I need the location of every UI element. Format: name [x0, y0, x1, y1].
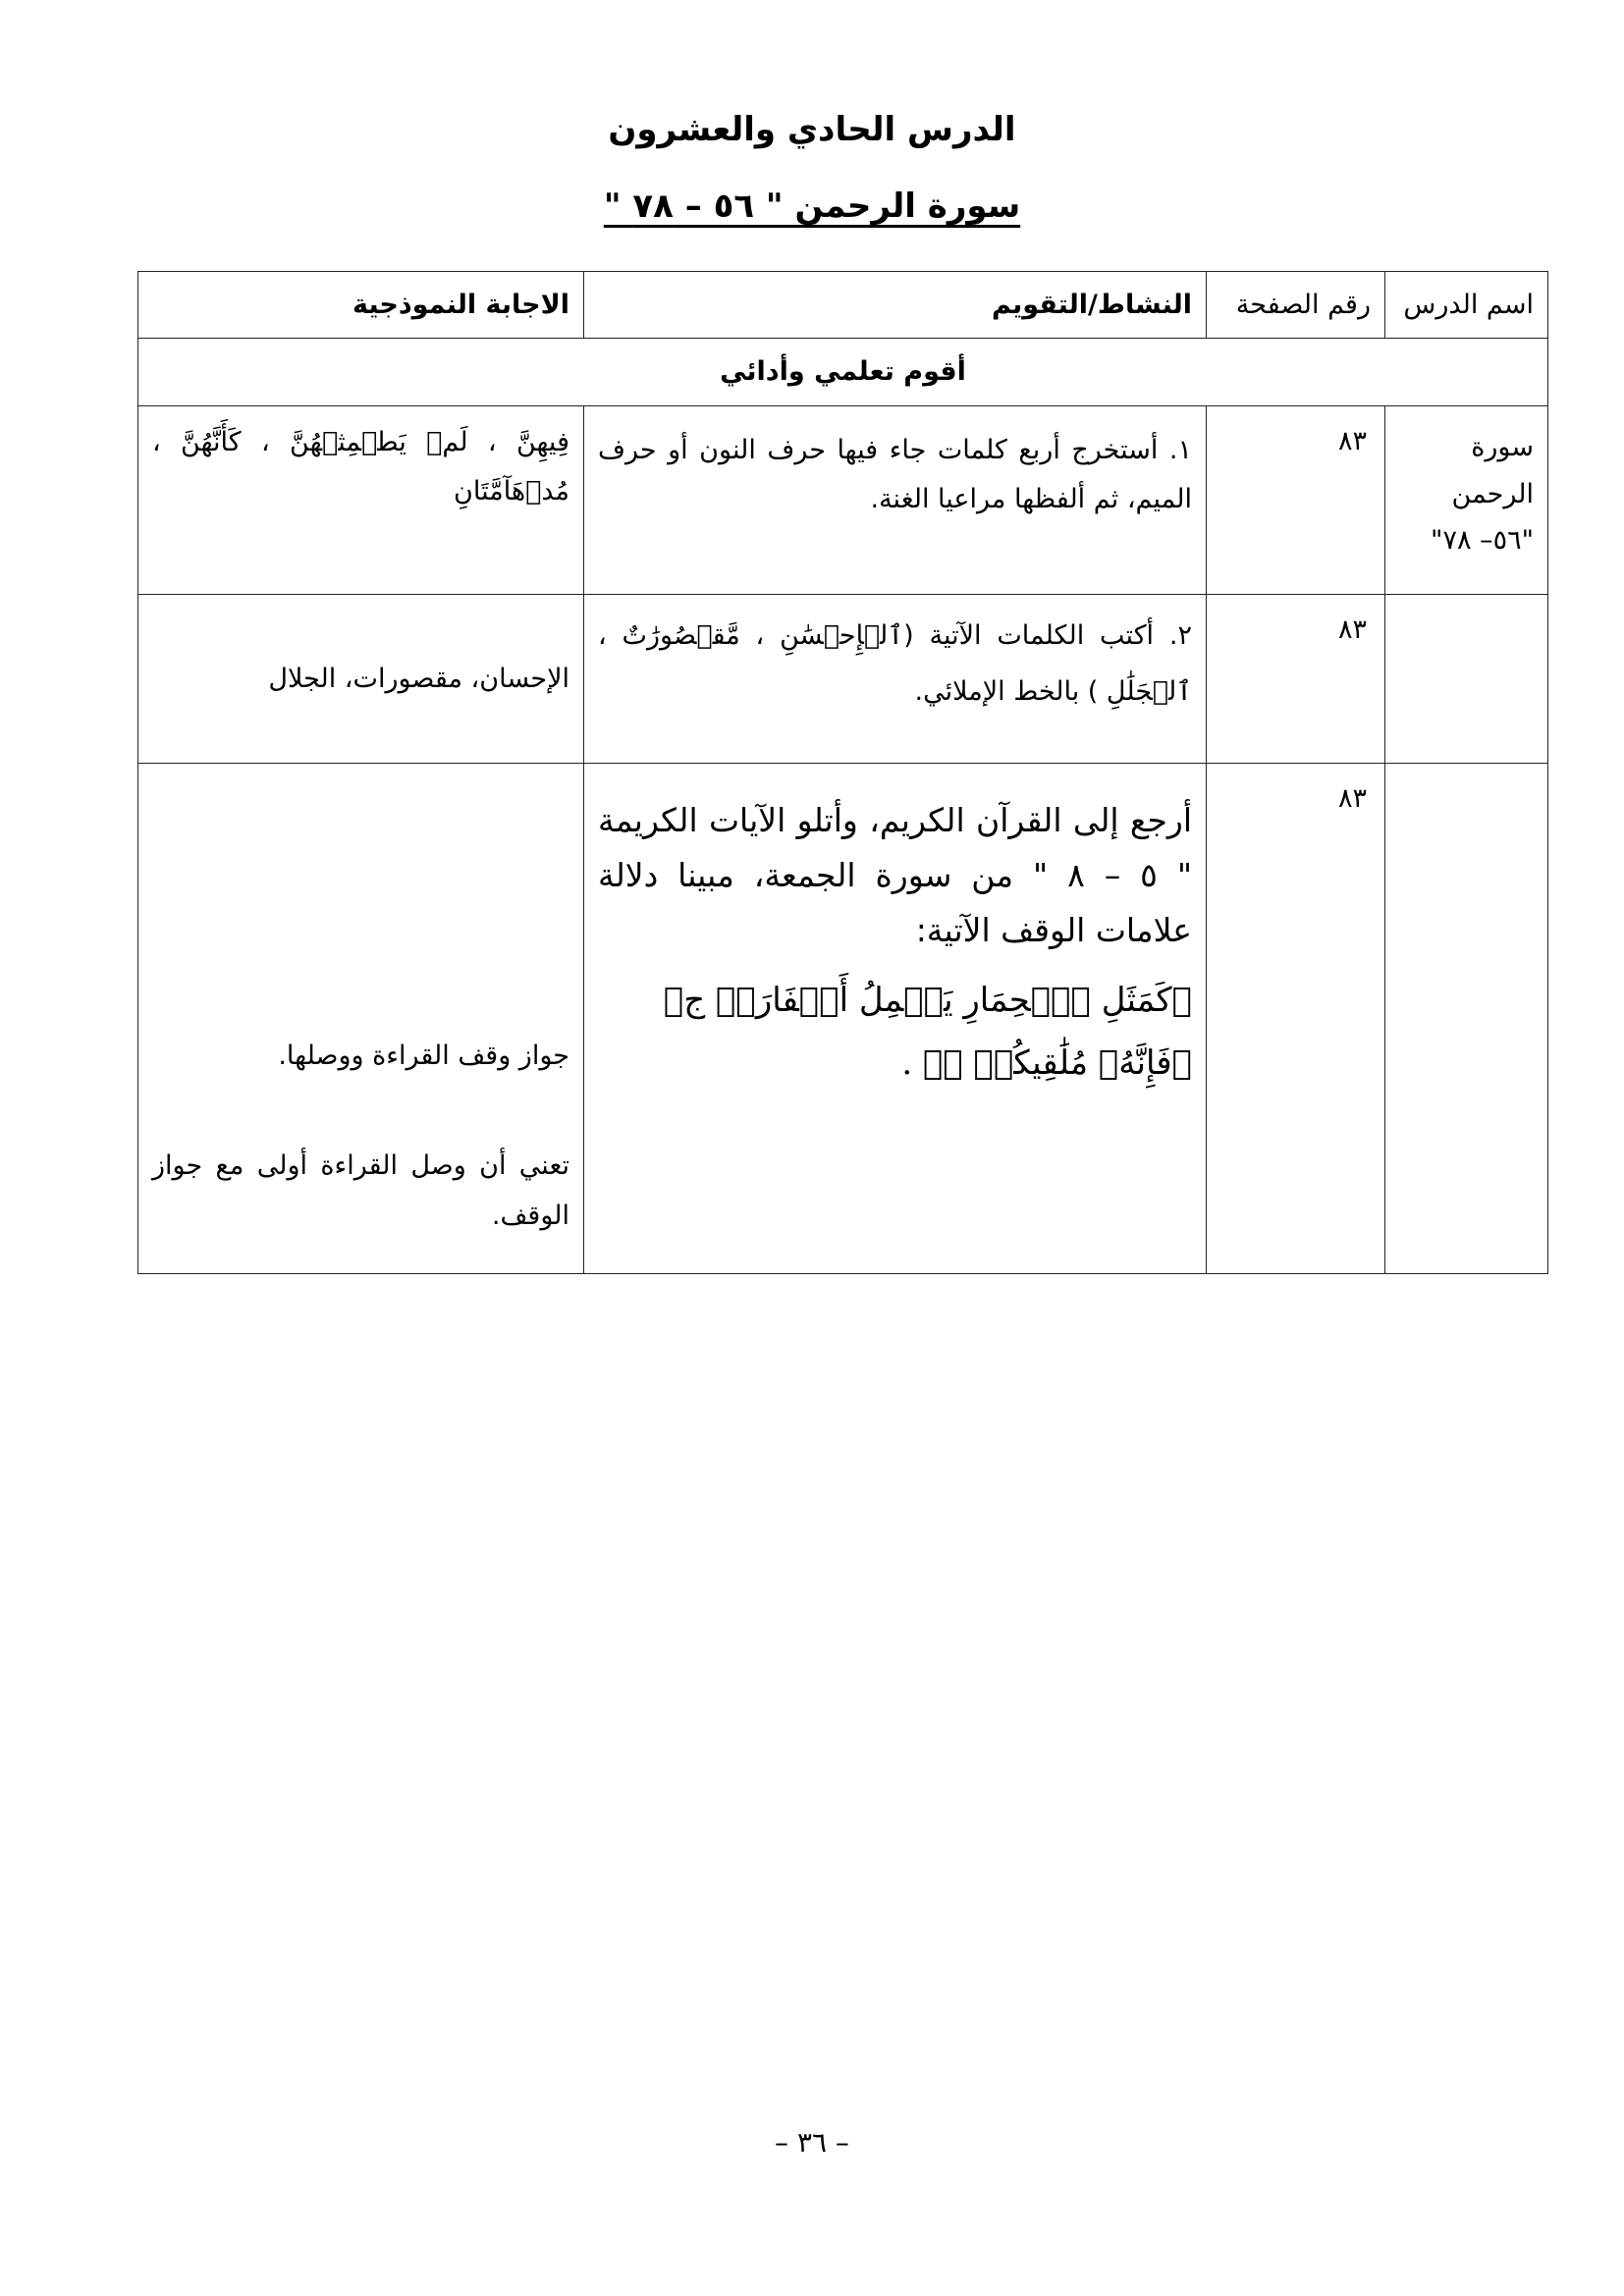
lesson-subtitle: سورة الرحمن " ٥٦ – ٧٨ " — [603, 187, 1021, 226]
table-row — [138, 764, 1548, 1274]
table-row — [138, 406, 1548, 595]
activity-instructions: أرجع إلى القرآن الكريم، وأتلو الآيات الكريمة " ٥ – ٨ " من سورة الجمعة، مبينا دلالة علامات الوقف الآتية: — [598, 801, 1192, 950]
answer-1: جواز وقف القراءة ووصلها. — [278, 1041, 569, 1072]
section-title: أقوم تعلمي وأدائي — [138, 339, 1548, 406]
answer-2: تعني أن وصل القراءة أولى مع جواز الوقف. — [152, 1149, 569, 1231]
answer-cell — [138, 764, 584, 1274]
activity-cell: ٢. أكتب الكلمات الآتية (ٱلۡإِحۡسَٰنِ ، مَّقۡصُورَٰتٌ ، ٱلۡجَلَٰلِ ) بالخط الإملائي. — [584, 595, 1207, 764]
lesson-name-cell — [1385, 595, 1548, 764]
page-number-cell: ٨٣ — [1207, 764, 1385, 1274]
lesson-name-cell: سورة الرحمن "٥٦– ٧٨" — [1385, 406, 1548, 595]
verse-1: ﴿كَمَثَلِ ٱلۡحِمَارِ يَحۡمِلُ أَسۡفَارَاۢ ج﴾ — [663, 980, 1192, 1020]
page-number-cell: ٨٣ — [1207, 406, 1385, 595]
section-row — [138, 339, 1548, 406]
verse-2: ﴿فَإِنَّهُۥ مُلَٰقِيكُمۡ ۖ﴾ . — [901, 1043, 1192, 1084]
table-header-row — [138, 272, 1548, 339]
activity-cell — [584, 764, 1207, 1274]
activity-cell: ١. أستخرج أربع كلمات جاء فيها حرف النون أو حرف الميم، ثم ألفظها مراعيا الغنة. — [584, 406, 1207, 595]
header-model-answer: الاجابة النموذجية — [138, 272, 584, 339]
header-page-number: رقم الصفحة — [1207, 272, 1385, 339]
lesson-name-cell — [1385, 764, 1548, 1274]
answer-cell: فِيهِنَّ ، لَمۡ يَطۡمِثۡهُنَّ ، كَأَنَّهُنَّ ، مُدۡهَآمَّتَانِ — [138, 406, 584, 595]
page-number-cell: ٨٣ — [1207, 595, 1385, 764]
lesson-table — [137, 271, 1548, 1274]
answer-cell: الإحسان، مقصورات، الجلال — [138, 595, 584, 764]
table-row — [138, 595, 1548, 764]
page-number: – ٣٦ – — [775, 2126, 849, 2159]
header-activity: النشاط/التقويم — [584, 272, 1207, 339]
lesson-title: الدرس الحادي والعشرون — [608, 110, 1016, 149]
header-lesson-name: اسم الدرس — [1385, 272, 1548, 339]
